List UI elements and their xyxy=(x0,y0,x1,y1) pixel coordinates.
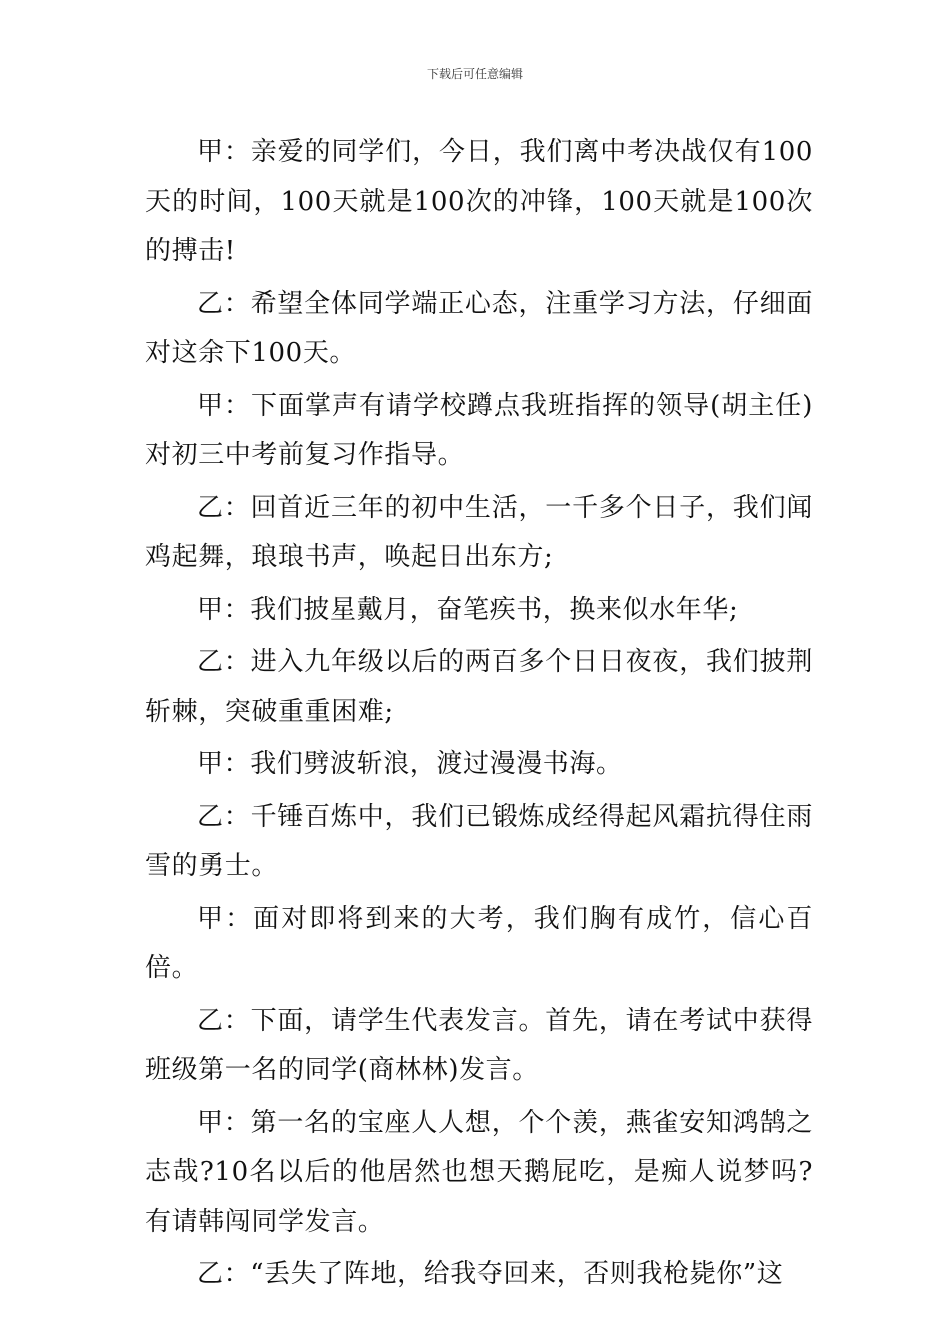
paragraph: 乙：回首近三年的初中生活，一千多个日子，我们闻鸡起舞，琅琅书声，唤起日出东方; xyxy=(145,492,813,572)
paragraph: 甲：下面掌声有请学校蹲点我班指挥的领导(胡主任)对初三中考前复习作指导。 xyxy=(145,390,814,470)
document-body xyxy=(145,128,813,1303)
paragraph: 乙：“丢失了阵地，给我夺回来，否则我枪毙你”这 xyxy=(197,1259,784,1289)
paragraph: 乙：希望全体同学端正心态，注重学习方法，仔细面对这余下100天。 xyxy=(145,288,813,368)
paragraph: 甲：第一名的宝座人人想，个个羡，燕雀安知鸿鹄之志哉?10名以后的他居然也想天鹅屁吃，是痴人说梦吗?有请韩闯同学发言。 xyxy=(145,1107,813,1237)
paragraph: 甲：我们劈波斩浪，渡过漫漫书海。 xyxy=(197,749,623,779)
paragraph: 乙：进入九年级以后的两百多个日日夜夜，我们披荆斩棘，突破重重困难; xyxy=(145,647,813,727)
paragraph: 甲：我们披星戴月，奋笔疾书，换来似水年华; xyxy=(197,594,739,625)
page-header: 下载后可任意编辑 xyxy=(426,67,523,81)
paragraph: 甲：面对即将到来的大考，我们胸有成竹，信心百倍。 xyxy=(145,903,813,983)
paragraph: 乙：下面，请学生代表发言。首先，请在考试中获得班级第一名的同学(商林林)发言。 xyxy=(145,1005,813,1085)
paragraph: 乙：千锤百炼中，我们已锻炼成经得起风霜抗得住雨雪的勇士。 xyxy=(145,801,813,881)
paragraph: 甲：亲爱的同学们，今日，我们离中考决战仅有100天的时间，100天就是100次的冲锋，100天就是100次的搏击! xyxy=(145,137,813,266)
